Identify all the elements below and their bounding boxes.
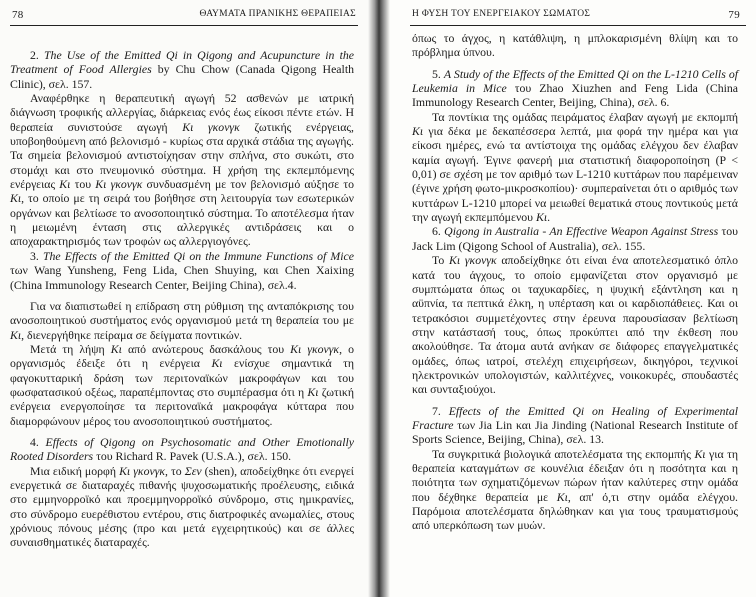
text-run: Το bbox=[432, 253, 450, 268]
text-run: 5. bbox=[432, 66, 444, 81]
italic-text: Effects of the Emitted Qi on Healing of Experimental Fracture bbox=[412, 403, 739, 432]
text-run: 7. bbox=[432, 403, 449, 418]
paragraph bbox=[412, 110, 738, 225]
paragraph bbox=[10, 91, 354, 249]
text-run: του Zhao Xiuzhen and Feng Lida (China Immunology Research Center, Beijing, China), σελ. 6. bbox=[412, 81, 739, 110]
paragraph bbox=[10, 48, 354, 91]
italic-text: Κι bbox=[556, 489, 568, 504]
running-head: ΘΑΥΜΑΤΑ ΠΡΑΝΙΚΗΣ ΘΕΡΑΠΕΙΑΣ bbox=[199, 9, 356, 19]
text-run: 6. bbox=[432, 224, 445, 239]
italic-text: Κι γκονγκ bbox=[449, 253, 497, 268]
italic-text: The Use of the Emitted Qi in Qigong and Acupuncture in the Treatment of Food Allergies bbox=[10, 48, 354, 77]
text-run: by Chu Chow (Canada Qigong Health Clinic), σελ. 157. bbox=[10, 62, 354, 91]
text-run: του bbox=[70, 177, 96, 192]
page-number: 78 bbox=[12, 9, 24, 21]
paragraph bbox=[412, 224, 738, 253]
text-run: ενίσχυε σημαντικά τη φαγοκυτταρική δράση των περιτοναϊκών μακροφάγων και του φωσφατασικού οξέως, παραπέμποντας στο συμπέρασμα ότι η bbox=[10, 356, 354, 399]
paragraph bbox=[10, 464, 354, 550]
italic-text: Effects of Qigong on Psychosomatic and Other Emotionally Rooted Disorders bbox=[10, 434, 354, 464]
paragraph bbox=[10, 342, 354, 428]
left-page-body bbox=[10, 48, 354, 550]
italic-text: The Effects of the Emitted Qi on the Immune Functions of Mice bbox=[42, 248, 355, 263]
text-run: , ο οργανισμός έδειξε ότι η ενέργεια bbox=[10, 341, 354, 371]
book-gutter bbox=[368, 0, 390, 597]
text-run: συνδυασμένη με τον βελονισμό αύξησε το bbox=[142, 177, 354, 192]
text-run: (shen), αποδείχθηκε ότι ενεργεί ενεργετικά σε διαταραχές πιθανής ψυχοσωματικής προέλευσης, ειδικά στο εμμηνορροϊκό και προεμμηνορροϊκό σύνδρομο, στις ημικρανίες, στο σύνδρομο ευερέθιστου εντέρου, στις διατροφικές ανωμαλίες, στους χρόνιους πόνους μέσης (προ και μετά εγχειρητικούς) και σε άλλες συναισθηματικές διαταραχές. bbox=[10, 463, 354, 550]
italic-text: Κι bbox=[535, 210, 548, 225]
text-run: για τη θεραπεία καταγμάτων σε κουνέλια έδειξαν ότι η ποσότητα και η ποιότητα των σχηματιζόμενων πώρων ήταν καλύτερες στην ομάδα που δέχθηκε θεραπεία με bbox=[412, 446, 738, 504]
text-run: αποδείχθηκε ότι είναι ένα αποτελεσματικό όπλο κατά του άγχους, το οποίο εμφανίζεται στον οργανισμό με συμπτώματα όπως οι ταχυκαρδίες, η ψυχική εξάντληση και η αϋπνία, τα πεπτικά έλκη, η υπέρταση και οι καρδιοπάθειες. Και οι τετρακόσιοι συμμετέχοντες στην έρευνα παρουσίασαν βελτίωση στην κατάστασή τους, όπως προκύπτει από την έκθεση που ακολούθησε. Τα άτομα αυτά ανήκαν σε διάφορες επαγγελματικές ομάδες, όπως ιατροί, στελέχη επιχειρήσεων, δικηγόροι, τεχνικοί ηλεκτρονικών υπολογιστών, καλλιτέχνες, νοικοκυρές, σπουδαστές και συνταξιούχοι. bbox=[412, 253, 738, 397]
italic-text: Κι bbox=[307, 384, 319, 399]
header-rule bbox=[410, 25, 746, 26]
text-run: Για να διαπιστωθεί η επίδραση στη ρύθμιση της ανταπόκρισης του ανοσοποιητικού συστήματος ενός οργανισμού μετά τη θεραπεία του με bbox=[10, 298, 354, 328]
italic-text: Κι γκονγκ bbox=[95, 177, 143, 192]
running-head: Η ΦΥΣΗ ΤΟΥ ΕΝΕΡΓΕΙΑΚΟΥ ΣΩΜΑΤΟΣ bbox=[412, 9, 591, 19]
text-run: Μια ειδική μορφή bbox=[30, 463, 120, 478]
italic-text: Κι bbox=[59, 177, 71, 192]
text-run: από ανώτερους δασκάλους του bbox=[121, 341, 291, 356]
paragraph bbox=[10, 299, 354, 342]
text-run: για δέκα με δεκαπέσσερα λεπτά, μια φορά την ημέρα και για είκοσι ημέρες, ενώ τα αντίστοιχα της ομάδας ελέγχου δεν έλαβαν καμία αγωγή. Έγινε φανερή μια στατιστική διαφοροποίηση (P < 0,01) σε σχέση με τον αριθμό των L-1210 κυττάρων που παρέμειναν (έγινε χρήση φωτο-μικροσκοπίου)· συμπεραίνεται ότι ο αριθμός των κυττάρων L-1210 μπορεί να μειωθεί θεματικά στους ποντικούς μετά την αγωγή εκπεμπόμενου bbox=[412, 124, 738, 225]
italic-text: Κι bbox=[211, 356, 223, 371]
text-run: του Richard R. Pavek (U.S.A.), σελ. 150. bbox=[93, 449, 292, 464]
paragraph bbox=[10, 249, 354, 292]
italic-text: Κι bbox=[10, 327, 22, 342]
paragraph bbox=[412, 67, 738, 110]
text-run: των Jia Lin και Jia Jinding (National Research Institute of Sports Science, Beijing, China), σελ. 13. bbox=[412, 417, 738, 447]
text-run: , το bbox=[165, 463, 185, 478]
text-run: όπως το άγχος, η κατάθλιψη, η μπλοκαρισμένη θλίψη και το πρόβλημα ύπνου. bbox=[412, 31, 738, 60]
text-run: ζωτικής ενέργειας, υποβοηθούμενη από βελονισμό - κυρίως στα αρχικά στάδια της αγωγής. Τα σημεία βελονισμού αντιστοίχησαν στην σπλήνα, στο συκώτι, στο στομάχι και στο πνευμονικό σύστημα. Η χρήση της εκπεμπόμενης ενέργειας bbox=[10, 119, 354, 192]
paragraph bbox=[412, 31, 738, 60]
text-run: . bbox=[547, 210, 551, 225]
italic-text: Σεν bbox=[184, 463, 202, 478]
italic-text: Κι bbox=[110, 341, 122, 356]
text-run: Τα συγκριτικά βιολογικά αποτελέσματα της εκπομπής bbox=[432, 446, 695, 461]
italic-text: Κι γκονγκ bbox=[182, 119, 240, 134]
italic-text: Qigong in Australia - An Effective Weapon Against Stress bbox=[444, 224, 719, 239]
paragraph bbox=[10, 435, 354, 464]
paragraph bbox=[412, 447, 738, 533]
text-run: 4. bbox=[30, 434, 46, 449]
left-page bbox=[0, 0, 374, 597]
text-run: , διενεργήθηκε πείραμα σε δείγματα ποντικών. bbox=[21, 327, 243, 342]
text-run: Μετά τη λήψη bbox=[30, 341, 111, 356]
text-run: , το οποίο με τη σειρά του βοήθησε στη λειτουργία των εσωτερικών οργάνων και βελτίωσε το ανοσοποιητικό σύστημα. Το αποτέλεσμα ήταν η μειωμένη ένταση στις αλλεργικές αντιδράσεις και ο αποχαρακτηρισμός των τροφών ως αλλεργιογόνες. bbox=[10, 191, 354, 249]
right-page-body bbox=[412, 31, 738, 533]
italic-text: Κι bbox=[10, 191, 22, 206]
text-run: Τα ποντίκια της ομάδας πειράματος έλαβαν αγωγή με εκπομπή bbox=[432, 109, 738, 124]
text-run: Αναφέρθηκε η θεραπευτική αγωγή 52 ασθενών με ιατρική διάγνωση τροφικής αλλεργίας, διάρκειας ενός έως είκοσι πέντε ετών. Η θεραπεία συνιστούσε αγωγή bbox=[10, 91, 354, 134]
italic-text: A Study of the Effects of the Emitted Qi on the L-1210 Cells of Leukemia in Mice bbox=[412, 66, 739, 96]
paragraph bbox=[412, 404, 738, 447]
text-run: , απ' ό,τι στην ομάδα ελέγχου. Παρόμοια αποτελέσματα δηλώθηκαν και για τους τραυματισμούς από υπερκόπωση των μυών. bbox=[412, 489, 738, 533]
text-run: ζωτική ενέργεια ενεργοποίησε τα περιτοναϊκά μακροφάγα κύτταρα που διαμορφώνουν μέρος του ανοσοποιητικού συστήματος. bbox=[10, 384, 354, 428]
italic-text: Κι γκονγκ bbox=[119, 463, 166, 478]
header-rule bbox=[10, 25, 358, 26]
text-run: του Jack Lim (Qigong School of Australia), σελ. 155. bbox=[412, 224, 738, 253]
paragraph bbox=[412, 253, 738, 396]
text-run: των Wang Yunsheng, Feng Lida, Chen Shuying, και Chen Xaixing (China Immunology Research Center, Beijing China), σελ.4. bbox=[10, 263, 354, 292]
text-run: 3. bbox=[30, 248, 43, 263]
italic-text: Κι bbox=[694, 446, 706, 461]
text-run: 2. bbox=[30, 48, 44, 62]
page-number: 79 bbox=[728, 9, 740, 21]
italic-text: Κι bbox=[412, 124, 424, 139]
italic-text: Κι γκονγκ bbox=[290, 341, 340, 356]
